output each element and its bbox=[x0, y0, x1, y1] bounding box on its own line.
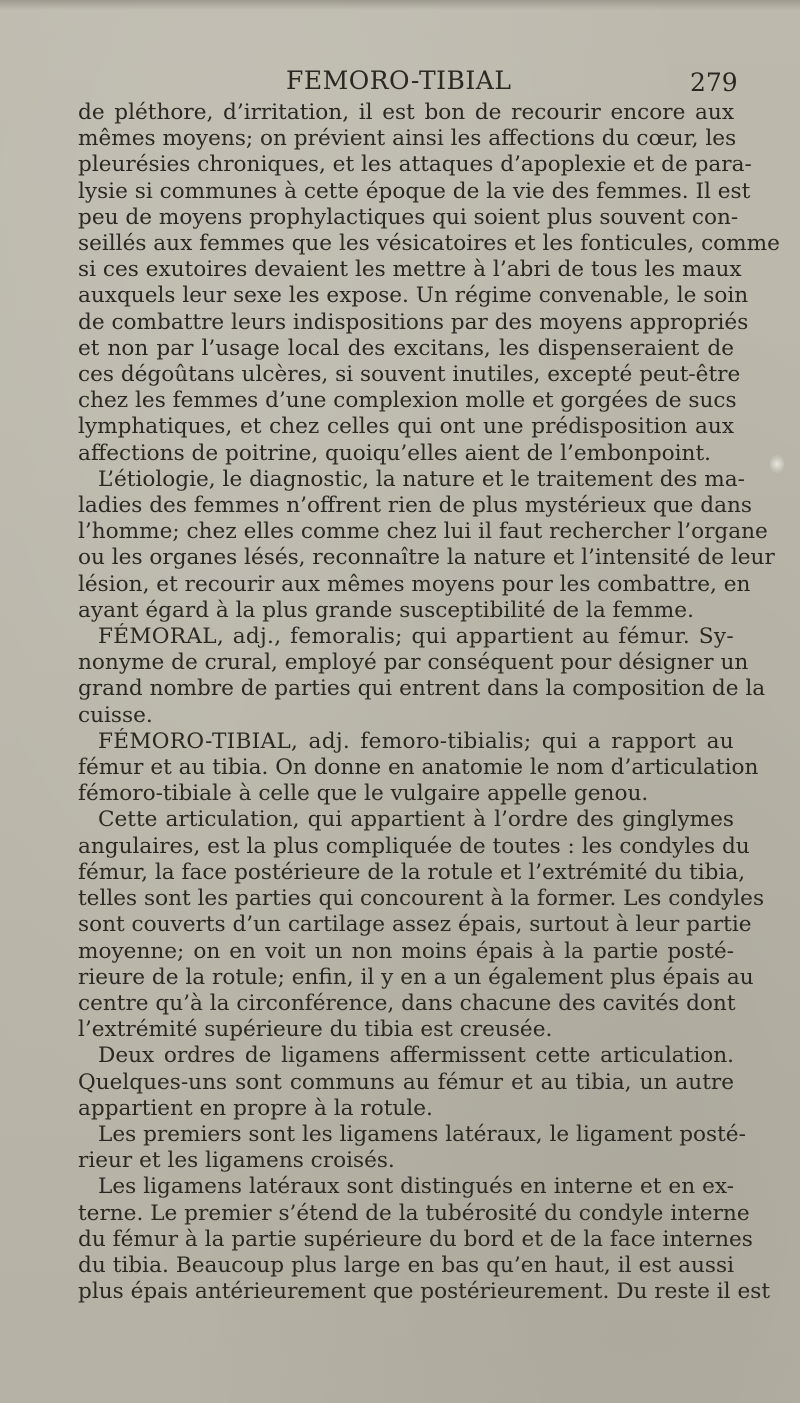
text-line: ladies des femmes n’offrent rien de plus mystérieux que dans bbox=[78, 493, 752, 519]
text-line: telles sont les parties qui concourent à la former. Les condyles bbox=[78, 886, 765, 912]
text-line: mêmes moyens; on prévient ainsi les affections du cœur, les bbox=[78, 126, 737, 152]
body-text bbox=[78, 100, 780, 1305]
text-line: de combattre leurs indispositions par des moyens appropriés bbox=[78, 309, 749, 335]
text-line: cuisse. bbox=[78, 702, 153, 728]
text-line: centre qu’à la circonférence, dans chacune des cavités dont bbox=[78, 990, 736, 1016]
running-head: FEMORO-TIBIAL bbox=[286, 66, 512, 95]
text-line: FÉMORO-TIBIAL, adj. femoro-tibialis; qui a rapport au bbox=[98, 728, 734, 754]
text-line: du tibia. Beaucoup plus large en bas qu’en haut, il est aussi bbox=[78, 1252, 734, 1278]
text-line: rieure de la rotule; enfin, il y en a un également plus épais au bbox=[78, 964, 754, 990]
text-line: plus épais antérieurement que postérieurement. Du reste il est bbox=[78, 1279, 770, 1305]
text-line: lymphatiques, et chez celles qui ont une prédisposition aux bbox=[78, 414, 734, 440]
text-line: L’étiologie, le diagnostic, la nature et le traitement des ma- bbox=[98, 466, 745, 492]
text-line: Cette articulation, qui appartient à l’ordre des ginglymes bbox=[98, 807, 734, 833]
text-line: nonyme de crural, employé par conséquent pour désigner un bbox=[78, 650, 749, 676]
page-header bbox=[0, 66, 800, 100]
text-line: angulaires, est la plus compliquée de toutes : les condyles du bbox=[78, 833, 750, 859]
text-line: ayant égard à la plus grande susceptibilité de la femme. bbox=[78, 597, 694, 623]
text-line: Les ligamens latéraux sont distingués en interne et en ex- bbox=[98, 1174, 734, 1200]
page-top-edge bbox=[0, 0, 800, 10]
text-line: seillés aux femmes que les vésicatoires et les fonticules, comme bbox=[78, 231, 780, 257]
text-line: fémur, la face postérieure de la rotule et l’extrémité du tibia, bbox=[78, 859, 746, 885]
text-line: ou les organes lésés, reconnaître la nature et l’intensité de leur bbox=[78, 545, 775, 571]
paper-speck bbox=[770, 455, 784, 473]
text-line: fémur et au tibia. On donne en anatomie le nom d’articulation bbox=[78, 755, 759, 781]
text-line: affections de poitrine, quoiqu’elles aient de l’embonpoint. bbox=[78, 440, 711, 466]
text-line: ces dégoûtans ulcères, si souvent inutiles, excepté peut-être bbox=[78, 362, 741, 388]
text-line: pleurésies chroniques, et les attaques d’apoplexie et de para- bbox=[78, 152, 752, 178]
text-line: auxquels leur sexe les expose. Un régime convenable, le soin bbox=[78, 283, 749, 309]
text-line: appartient en propre à la rotule. bbox=[78, 1095, 433, 1121]
text-line: grand nombre de parties qui entrent dans la composition de la bbox=[78, 676, 766, 702]
text-line: fémoro-tibiale à celle que le vulgaire appelle genou. bbox=[78, 781, 649, 807]
text-line: FÉMORAL, adj., femoralis; qui appartient au fémur. Sy- bbox=[98, 624, 734, 650]
text-line: moyenne; on en voit un non moins épais à la partie posté- bbox=[78, 938, 734, 964]
text-line: Les premiers sont les ligamens latéraux, le ligament posté- bbox=[98, 1121, 746, 1147]
text-line: lésion, et recourir aux mêmes moyens pour les combattre, en bbox=[78, 571, 751, 597]
text-line: sont couverts d’un cartilage assez épais, surtout à leur partie bbox=[78, 912, 752, 938]
text-line: terne. Le premier s’étend de la tubérosité du condyle interne bbox=[78, 1200, 750, 1226]
text-line: l’extrémité supérieure du tibia est creusée. bbox=[78, 1017, 553, 1043]
text-line: Quelques-uns sont communs au fémur et au tibia, un autre bbox=[78, 1069, 734, 1095]
text-line: l’homme; chez elles comme chez lui il faut rechercher l’organe bbox=[78, 519, 768, 545]
text-line: du fémur à la partie supérieure du bord et de la face internes bbox=[78, 1226, 753, 1252]
text-line: chez les femmes d’une complexion molle et gorgées de sucs bbox=[78, 388, 737, 414]
page-number: 279 bbox=[690, 68, 738, 97]
text-line: de pléthore, d’irritation, il est bon de recourir encore aux bbox=[78, 100, 734, 125]
text-line: lysie si communes à cette époque de la vie des femmes. Il est bbox=[78, 178, 751, 204]
text-line: et non par l’usage local des excitans, les dispenseraient de bbox=[78, 335, 734, 361]
text-line: Deux ordres de ligamens affermissent cette articulation. bbox=[98, 1043, 734, 1069]
text-line: rieur et les ligamens croisés. bbox=[78, 1148, 395, 1174]
text-line: peu de moyens prophylactiques qui soient plus souvent con- bbox=[78, 204, 739, 230]
text-line: si ces exutoires devaient les mettre à l’abri de tous les maux bbox=[78, 257, 742, 283]
